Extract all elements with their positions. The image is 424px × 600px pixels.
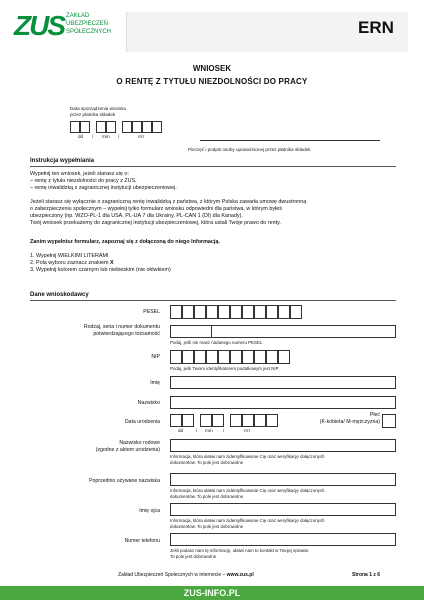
instr-step-2	[30, 260, 171, 267]
nip-hint: Podaj, jeśli Twoim identyfikatorem podatkowym jest NIP	[170, 366, 279, 371]
footer-caption: Zakład Ubezpieczeń Społecznych w internecie –	[118, 572, 226, 578]
date-label-line-2: przez płatnika składek	[70, 112, 116, 117]
dob-label: Data urodzenia	[124, 419, 160, 425]
phone-hint-line-1: Jeśli podasz nam tę informację, ułatwi nam to kontakt w Twojej sprawie.	[170, 548, 310, 553]
instr-step-2-mark: X	[110, 260, 114, 266]
family-name-field[interactable]	[170, 439, 396, 452]
form-code: ERN	[358, 18, 394, 37]
family-name-label-line-1: Nazwisko rodowe	[119, 440, 160, 446]
last-name-label: Nazwisko	[137, 400, 160, 406]
pesel-label: PESEL	[143, 309, 160, 315]
instr-bullet-2: – rentę inwalidzką z zagranicznej instytucji ubezpieczeniowej.	[30, 185, 177, 191]
date-sep-1: /	[92, 134, 94, 139]
dob-rrrr: rrrr	[244, 428, 251, 433]
instr-step-3: 3. Wypełnij kolorem czarnym lub niebieskim (nie ołówkiem)	[30, 267, 171, 273]
id-document-label	[30, 324, 160, 337]
form-title-line-1: WNIOSEK	[192, 64, 232, 73]
family-name-hint	[170, 454, 324, 465]
logo-line-2: UBEZPIECZEŃ	[66, 21, 109, 27]
date-label	[70, 106, 126, 118]
sex-label	[290, 412, 380, 426]
date-label-line-1: Data sporządzenia wniosku	[70, 106, 127, 111]
applicant-rule	[30, 300, 396, 301]
sex-field[interactable]	[382, 414, 396, 428]
applicant-heading: Dane wnioskodawcy	[30, 292, 89, 298]
instr-p2a: Jeżeli starasz się wyłącznie o zagraniczną rentę inwalidzką z państwa, z którym Polska zawarła umowę dwustronną	[30, 199, 307, 205]
instructions-body	[30, 171, 400, 192]
previous-names-field[interactable]	[170, 473, 396, 486]
instructions-steps	[30, 253, 171, 274]
instructions-rule	[30, 166, 396, 167]
logo-line-3: SPOŁECZNYCH	[66, 29, 112, 35]
phone-field[interactable]	[170, 533, 396, 546]
dob-sep-2: /	[223, 428, 225, 433]
previous-names-hint-line-1: Informacja, która ułatwi nam zidentyfikowanie Cię oraz weryfikację dołączonych	[170, 488, 325, 493]
father-name-hint-line-1: Informacja, która ułatwi nam zidentyfikowanie Cię oraz weryfikację dołączonych	[170, 518, 325, 523]
instructions-foreign	[30, 199, 400, 227]
id-document-label-line-2: potwierdzającego tożsamość	[93, 330, 160, 337]
instr-p2c: ubezpieczony (np. WZO-PL-1 dla USA, PL-UA 7 dla Ukrainy, PL-CAN 1 (DI) dla Kanady).	[30, 213, 243, 219]
dob-sep-1: /	[196, 428, 198, 433]
last-name-field[interactable]	[170, 396, 396, 409]
logo-line-1: ZAKŁAD	[66, 13, 90, 19]
previous-names-hint-line-2: dokumentów. To pole jest dobrowolne	[170, 493, 244, 499]
id-document-field[interactable]	[170, 325, 396, 338]
instr-p2b: o zabezpieczeniu społecznym – wypełnij tylko formularz wniosku odpowiedni dla państwa, w którym byłeś	[30, 206, 282, 212]
dob-dd: dd	[178, 428, 184, 433]
father-name-label: Imię ojca	[139, 508, 160, 514]
footer-text	[118, 572, 254, 578]
zus-logo: ZUS	[14, 10, 64, 41]
phone-hint	[170, 548, 310, 559]
previous-names-label: Poprzednio używane nazwiska	[89, 478, 160, 484]
family-name-label	[30, 440, 160, 453]
date-rrrr: rrrr	[138, 134, 145, 139]
signature-caption: Pieczęć i podpis osoby upoważnionej przez płatnika składek	[188, 147, 311, 152]
id-document-hint: Podaj, jeśli nie masz nadanego numeru PESEL	[170, 340, 263, 345]
instr-step-2-text: 2. Pola wyboru zaznacz znakiem	[30, 260, 110, 266]
sex-label-line-2: (K-kobieta/ M-mężczyzna)	[319, 419, 380, 425]
form-title-line-2: O RENTĘ Z TYTUŁU NIEZDOLNOŚCI DO PRACY	[116, 77, 308, 86]
instructions-bold-note: Zanim wypełnisz formularz, zapoznaj się z dołączoną do niego Informacją.	[30, 239, 220, 245]
signature-line	[200, 140, 380, 141]
father-name-hint-line-2: dokumentów. To pole jest dobrowolne	[170, 523, 244, 529]
family-name-label-line-2: (zgodne z aktem urodzenia)	[95, 446, 160, 453]
sex-label-line-1: Płeć	[369, 412, 380, 418]
footer-url[interactable]: www.zus.pl	[226, 572, 254, 578]
previous-names-hint	[170, 488, 324, 499]
watermark-text: ZUS-INFO.PL	[183, 588, 241, 598]
instructions-heading: Instrukcja wypełniania	[30, 158, 95, 164]
page-number: Strona 1 z 6	[352, 572, 381, 578]
first-name-label: Imię	[150, 380, 160, 386]
nip-label: NIP	[151, 354, 160, 360]
father-name-hint	[170, 518, 324, 529]
instr-step-1: 1. Wypełnij WIELKIMI LITERAMI	[30, 253, 109, 259]
date-sep-2: /	[118, 134, 120, 139]
instr-p1: Wypełnij ten wniosek, jeżeli starasz się o:	[30, 171, 129, 177]
family-name-hint-line-1: Informacja, która ułatwi nam zidentyfikowanie Cię oraz weryfikację dołączonych	[170, 454, 325, 459]
zus-logo-caption	[66, 12, 111, 36]
father-name-field[interactable]	[170, 503, 396, 516]
phone-hint-line-2: To pole jest dobrowolne	[170, 553, 217, 559]
first-name-field[interactable]	[170, 376, 396, 389]
phone-label: Numer telefonu	[124, 538, 160, 544]
id-document-label-line-1: Rodzaj, seria i numer dokumentu	[83, 324, 160, 330]
dob-mm: mm	[205, 428, 213, 433]
instr-p2d: Twój wniosek przekażemy do zagranicznej instytucji ubezpieczeniowej, która ustali Twoje prawo do renty.	[30, 220, 281, 226]
date-mm: mm	[102, 134, 110, 139]
family-name-hint-line-2: dokumentów. To pole jest dobrowolne	[170, 459, 244, 465]
instr-bullet-1: – rentę z tytułu niezdolności do pracy z ZUS,	[30, 178, 137, 184]
date-dd: dd	[78, 134, 84, 139]
